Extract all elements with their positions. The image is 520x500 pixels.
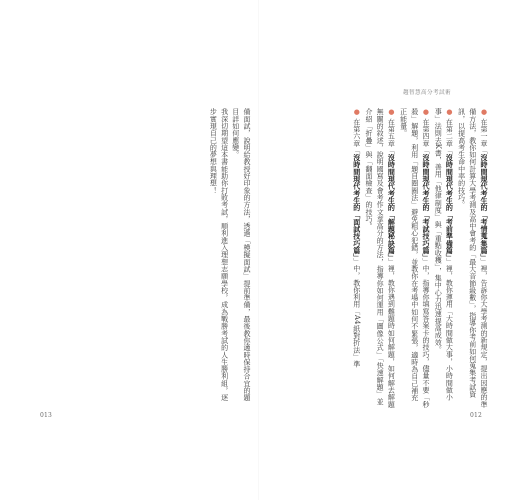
chapter-title-highlight: 沒時間現代考生的「解題秘訣篇」 bbox=[387, 153, 397, 258]
paragraph-text: 在第四章「 bbox=[421, 118, 430, 154]
page-number-left: 013 bbox=[40, 412, 53, 419]
left-page-text bbox=[160, 108, 252, 408]
paragraph-chapter-4 bbox=[397, 108, 432, 408]
paragraph-text: 」中，教你利用「A4紙對折法」準 bbox=[352, 257, 361, 368]
paragraph-text: 在第一章「 bbox=[480, 118, 488, 154]
book-gutter bbox=[258, 0, 259, 500]
bullet-dot-icon: ● bbox=[445, 108, 454, 117]
page-number-right: 012 bbox=[470, 412, 483, 419]
bullet-dot-icon: ● bbox=[421, 108, 430, 117]
paragraph-text: 在第六章「 bbox=[352, 118, 361, 154]
paragraph-text: 」中，指導你填寫答案卡的技巧，儘量不要「秒殺」解題，利用「題目圈圈法」避免粗心犯錯，並教你在考場中如何不緊張，適時為自己補充正能量。 bbox=[399, 108, 430, 408]
running-head: 趨智慧高分考試術 bbox=[403, 90, 451, 96]
paragraph-text: 在第二章「 bbox=[445, 118, 454, 154]
paragraph-text: 備面試，說明給教授好印象的方法，透過「模擬面試」提前準備，最後教你適時保持合宜的題目詳如何應變。 bbox=[231, 108, 251, 402]
paragraph-chapter-2 bbox=[432, 108, 455, 408]
paragraph-continuation bbox=[230, 108, 252, 408]
bullet-dot-icon: ● bbox=[480, 108, 488, 117]
paragraph-text: 」裡，教你運用「大時間做大事，小時間做小事」法則去K書，善用「他律制度」與「重點收穫」，集中心力迅速提高成效。 bbox=[434, 108, 454, 401]
bullet-dot-icon: ● bbox=[352, 108, 361, 117]
right-page-text bbox=[260, 108, 490, 408]
paragraph-text: 在第五章「 bbox=[387, 118, 396, 154]
chapter-title-highlight: 沒時間現代考生的「考試技巧篇」 bbox=[421, 153, 431, 258]
paragraph-text: 」裡，告訴你大學考測的新規定，提出因應的準備方法，教你如何計算大學考測及高中會考的「最大音節級數」，指導你考前如何蒐集考試資訊，以提高考生命中率的技巧。 bbox=[457, 108, 488, 408]
chapter-title-highlight: 沒時間現代考生的「面試技巧篇」 bbox=[352, 153, 362, 258]
paragraph-text: 我深切期望這本書能助你打敗考試，順利進入理想志願學校，成為戰勝考試的人生勝利組，逐步實現自己的夢想與理想！ bbox=[209, 108, 229, 402]
paragraph-chapter-1 bbox=[455, 108, 490, 408]
paragraph-closing bbox=[207, 108, 229, 408]
paragraph-chapter-6 bbox=[351, 108, 363, 408]
chapter-title-highlight: 沒時間現代考生的「考前準備篇」 bbox=[445, 153, 455, 258]
bullet-dot-icon: ● bbox=[387, 108, 396, 117]
paragraph-chapter-5 bbox=[363, 108, 398, 408]
paragraph-text: 」裡，教你遇到難題時如何解題，如何解去解題無關的敘述，說明國寫及會考作文拿高分的方法，指導你如何運用「圖像公式」「快速解題」並介紹「折疊」與「翻面檢查」的技巧。 bbox=[364, 108, 396, 408]
chapter-title-highlight: 沒時間規代考生的「考情蒐集篇」 bbox=[480, 153, 489, 258]
